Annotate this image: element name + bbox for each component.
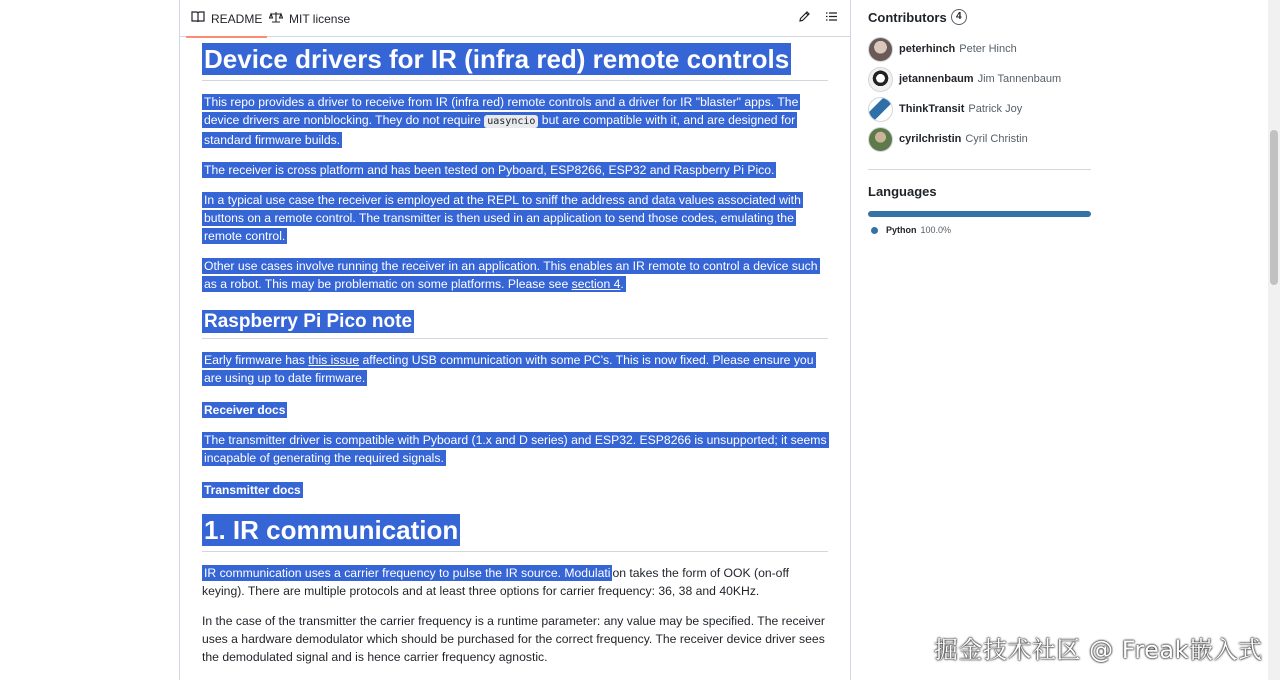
contributors-count: 4 — [951, 9, 967, 25]
contributor-item[interactable]: cyrilchristin Cyril Christin — [868, 124, 1091, 154]
readme-paragraph: In the case of the transmitter the carrier frequency is a runtime parameter: any value may be specified. The receiver uses a hardware demodulator which should be purchased for the correct frequency. The receiver device driver sees the demodulated signal and is hence carrier frequency agnostic. — [202, 614, 825, 664]
scroll-thumb[interactable] — [1270, 130, 1278, 285]
transmitter-docs-heading — [202, 481, 828, 499]
readme-paragraph: Other use cases involve running the receiver in an application. This enables an IR remote to control a device such as a robot. This may be problematic on some platforms. Please see section 4. — [204, 259, 818, 291]
avatar[interactable] — [868, 97, 893, 122]
contributor-item[interactable]: ThinkTransit Patrick Joy — [868, 94, 1091, 124]
readme-paragraph: The transmitter driver is compatible with Pyboard (1.x and D series) and ESP32. ESP8266 is unsupported; it seems incapable of generating the required signals. — [204, 433, 827, 465]
readme-panel — [179, 0, 851, 680]
contributors-heading[interactable]: Contributors 4 — [868, 9, 1091, 25]
readme-tabbar — [180, 0, 850, 37]
language-bar — [868, 211, 1091, 217]
inline-code: uasyncio — [484, 115, 538, 128]
language-item[interactable]: Python 100.0% — [871, 225, 1091, 235]
contributor-item[interactable]: jetannenbaum Jim Tannenbaum — [868, 64, 1091, 94]
tab-license-label: MIT license — [289, 11, 351, 26]
tab-readme[interactable] — [191, 0, 262, 37]
languages-heading: Languages — [868, 184, 937, 199]
avatar[interactable] — [868, 67, 893, 92]
watermark: 掘金技术社区 @ Freak嵌入式 — [934, 636, 1263, 664]
contributors-list — [868, 34, 1091, 154]
pico-note-heading: Raspberry Pi Pico note — [202, 309, 828, 339]
pencil-icon[interactable] — [798, 10, 811, 26]
tab-readme-label: README — [211, 11, 263, 26]
readme-paragraph: This repo provides a driver to receive from IR (infra red) remote controls and a driver for IR "blaster" apps. The device drivers are nonblocking. They do not require uasyncio but are compatible with it, and are designed for standard firmware builds. — [204, 95, 799, 147]
this-issue-link[interactable]: this issue — [308, 353, 360, 367]
ir-communication-heading: 1. IR communication — [202, 513, 828, 552]
scale-icon — [269, 11, 283, 26]
readme-paragraph: Early firmware has this issue affecting USB communication with some PC's. This is now fixed. Please ensure you are using up to date firmware. — [204, 353, 814, 385]
receiver-docs-link[interactable]: Receiver docs — [204, 403, 286, 417]
list-icon[interactable] — [825, 10, 838, 26]
readme-paragraph: IR communication uses a carrier frequency to pulse the IR source. Modulati on takes the form of OOK (on-off keying). There are multiple protocols and at least three options for carrier frequency: 36, 38 and 40KHz. — [202, 566, 790, 598]
avatar[interactable] — [868, 37, 893, 62]
book-icon — [191, 11, 205, 26]
tab-license[interactable] — [269, 0, 350, 37]
section-4-link[interactable]: section 4 — [571, 277, 621, 291]
receiver-docs-heading — [202, 401, 828, 419]
readme-tools — [798, 10, 838, 26]
readme-title: Device drivers for IR (infra red) remote controls — [202, 42, 828, 81]
sidebar-divider — [868, 169, 1091, 170]
contributor-item[interactable]: peterhinch Peter Hinch — [868, 34, 1091, 64]
transmitter-docs-link[interactable]: Transmitter docs — [204, 483, 301, 497]
language-color-dot — [871, 227, 878, 234]
avatar[interactable] — [868, 127, 893, 152]
readme-content — [202, 38, 828, 666]
readme-paragraph: In a typical use case the receiver is employed at the REPL to sniff the address and data values associated with buttons on a remote control. The transmitter is then used in an application to send those codes, emulating the remote control. — [204, 193, 801, 243]
sidebar — [868, 0, 1091, 235]
readme-paragraph: The receiver is cross platform and has been tested on Pyboard, ESP8266, ESP32 and Raspberry Pi Pico. — [204, 163, 775, 177]
page-scrollbar[interactable] — [1268, 0, 1280, 680]
